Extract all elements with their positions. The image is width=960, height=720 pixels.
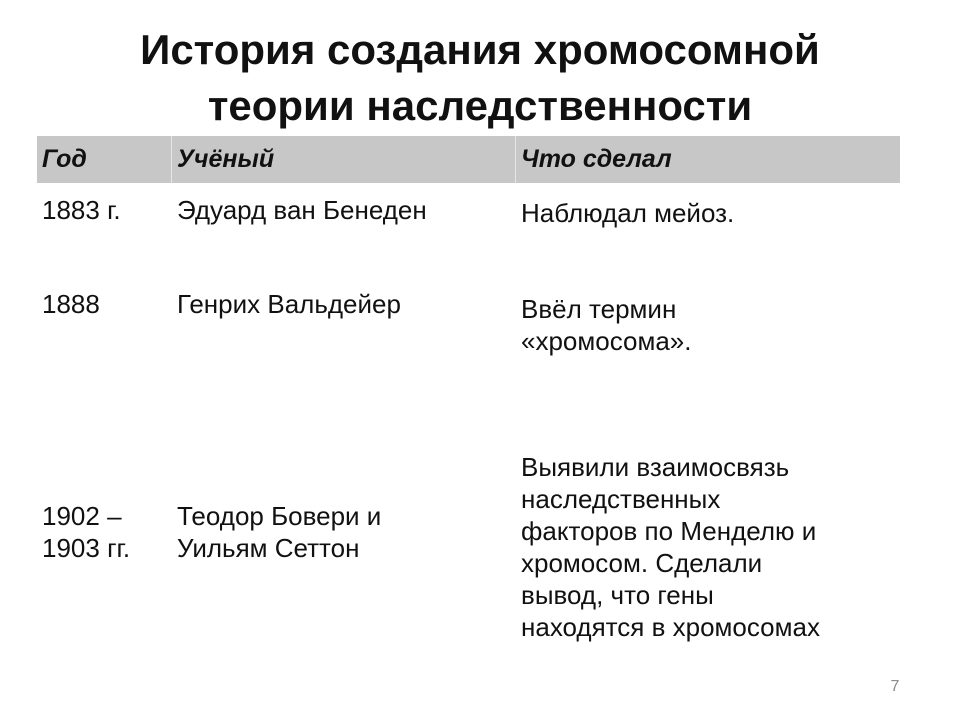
row-3-achievement-line: Выявили взаимосвязь — [521, 452, 790, 482]
row-2-scientist-line: Генрих Вальдейер — [177, 289, 401, 319]
row-1-achievement-line: Наблюдал мейоз. — [521, 198, 735, 228]
row-3-year-line: 1903 гг. — [42, 533, 131, 563]
header-divider — [171, 136, 172, 183]
row-3-achievement-line: хромосом. Сделали — [521, 548, 763, 578]
title-line-2: теории наследственности — [207, 82, 753, 129]
row-3-year — [42, 500, 162, 564]
table-header — [37, 136, 900, 183]
title-line-1: История создания хромосомной — [140, 26, 820, 73]
row-2-achievement — [521, 293, 901, 357]
row-2-achievement-line: «хромосома». — [521, 326, 692, 356]
header-scientist: Учёный — [177, 145, 275, 173]
row-2-year — [42, 288, 162, 320]
header-achievement: Что сделал — [521, 145, 672, 173]
row-3-achievement-line: вывод, что гены — [521, 580, 714, 610]
page-number: 7 — [890, 678, 900, 695]
row-3-year-line: 1902 – — [42, 501, 122, 531]
slide-title — [40, 22, 920, 134]
row-1-year-line: 1883 г. — [42, 195, 121, 225]
row-3-achievement-line: находятся в хромосомах — [521, 612, 820, 642]
row-1-scientist — [177, 194, 512, 226]
row-3-scientist-line: Уильям Сеттон — [177, 533, 360, 563]
row-2-year-line: 1888 — [42, 289, 100, 319]
row-3-achievement-line: наследственных — [521, 484, 721, 514]
row-3-scientist — [177, 500, 512, 564]
row-3-achievement-line: факторов по Менделю и — [521, 516, 817, 546]
row-2-scientist — [177, 288, 512, 320]
header-year: Год — [42, 145, 87, 173]
row-1-scientist-line: Эдуард ван Бенеден — [177, 195, 427, 225]
row-2-achievement-line: Ввёл термин — [521, 294, 677, 324]
row-1-achievement — [521, 197, 901, 229]
row-1-year — [42, 194, 162, 226]
row-3-achievement — [521, 451, 901, 643]
header-divider — [515, 136, 516, 183]
row-3-scientist-line: Теодор Бовери и — [177, 501, 382, 531]
